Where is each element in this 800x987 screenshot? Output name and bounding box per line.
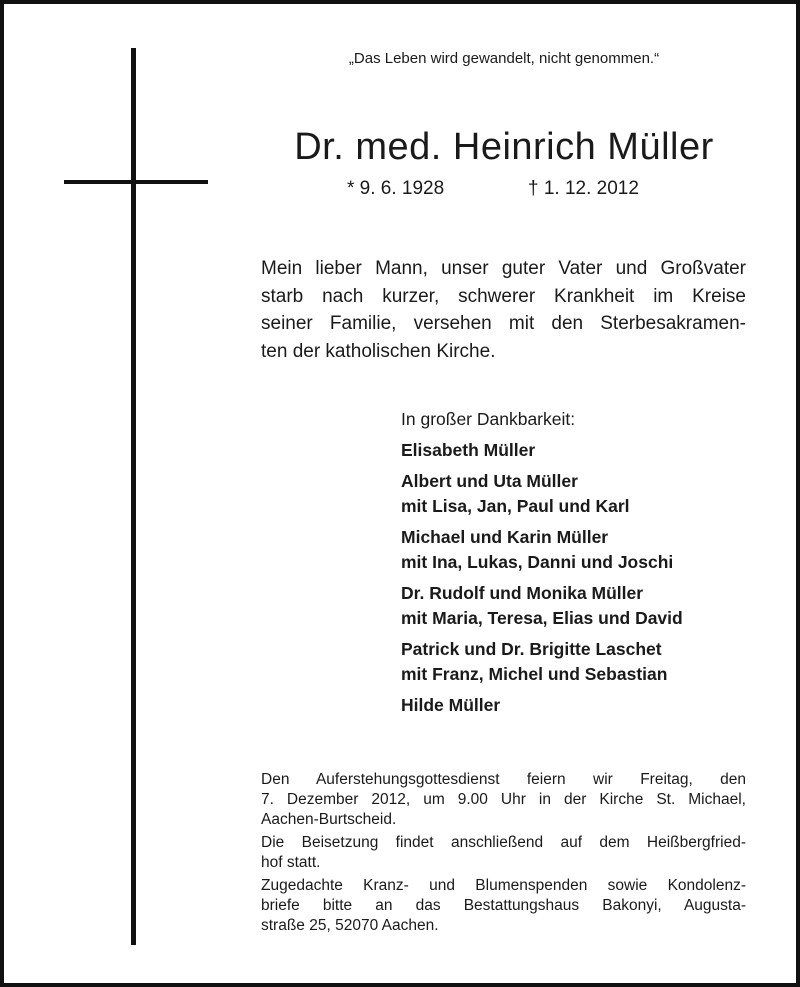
donation-info	[261, 876, 746, 936]
notice-line: straße 25, 52070 Aachen.	[261, 917, 439, 934]
family-member-name: Albert und Uta Müller	[401, 471, 578, 491]
notice-line: 7. Dezember 2012, um 9.00 Uhr in der Kirche St. Michael,	[261, 791, 746, 808]
family-member-children: mit Ina, Lukas, Danni und Joschi	[401, 552, 674, 572]
intro-paragraph	[261, 255, 746, 365]
intro-line: Mein lieber Mann, unser guter Vater und Großvater	[261, 258, 746, 279]
family-list	[401, 409, 781, 724]
birth-date: * 9. 6. 1928	[347, 178, 445, 199]
notice-line: briefe bitte an das Bestattungshaus Bakonyi, Augusta-	[261, 897, 746, 914]
family-member-name: Michael und Karin Müller	[401, 527, 609, 547]
notice-line: Zugedachte Kranz- und Blumenspenden sowie Kondolenz-	[261, 877, 746, 894]
family-member-children: mit Lisa, Jan, Paul und Karl	[401, 496, 630, 516]
death-date: † 1. 12. 2012	[528, 178, 639, 199]
thanks-heading: In großer Dankbarkeit:	[401, 409, 576, 429]
intro-line: seiner Familie, versehen mit den Sterbesakramen-	[261, 313, 746, 334]
family-member	[401, 637, 781, 687]
notice-line: Die Beisetzung findet anschließend auf dem Heißbergfried-	[261, 834, 746, 851]
family-member-name: Elisabeth Müller	[401, 440, 536, 460]
burial-info	[261, 833, 746, 873]
service-info	[261, 770, 746, 830]
family-member-name: Patrick und Dr. Brigitte Laschet	[401, 639, 662, 659]
family-member-children: mit Franz, Michel und Sebastian	[401, 664, 668, 684]
motto-quote: „Das Leben wird gewandelt, nicht genommen.“	[348, 50, 660, 67]
intro-line: starb nach kurzer, schwerer Krankheit im Kreise	[261, 285, 746, 307]
family-member	[401, 438, 781, 463]
family-member	[401, 469, 781, 519]
family-member	[401, 693, 781, 718]
funeral-notice	[261, 770, 746, 939]
family-member-name: Hilde Müller	[401, 695, 501, 715]
family-member-children: mit Maria, Teresa, Elias und David	[401, 608, 683, 628]
deceased-name: Dr. med. Heinrich Müller	[294, 126, 714, 168]
notice-line: hof statt.	[261, 854, 321, 871]
family-member-name: Dr. Rudolf und Monika Müller	[401, 583, 644, 603]
notice-line: Den Auferstehungsgottesdienst feiern wir Freitag, den	[261, 771, 746, 788]
intro-line: ten der katholischen Kirche.	[261, 340, 496, 362]
cross-horizontal-bar	[64, 180, 208, 184]
family-member	[401, 525, 781, 575]
notice-line: Aachen-Burtscheid.	[261, 811, 397, 828]
family-member	[401, 581, 781, 631]
